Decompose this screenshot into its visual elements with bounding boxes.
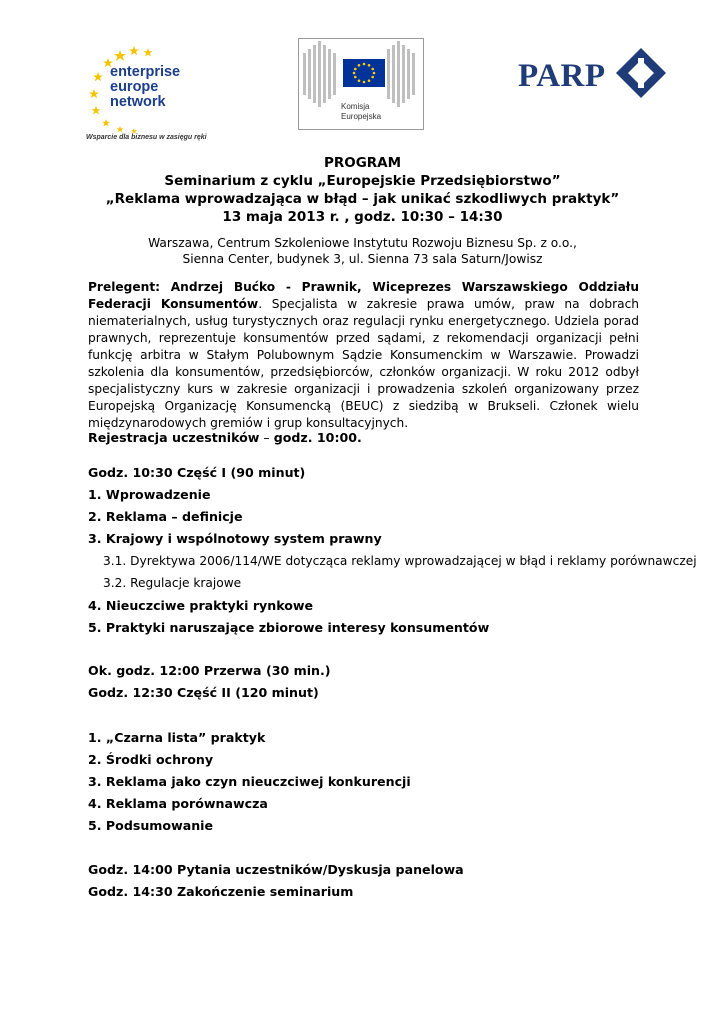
logo-bar xyxy=(0,0,725,150)
parp-arrows-icon xyxy=(614,46,668,102)
een-tagline: Wsparcie dla biznesu w zasięgu ręki xyxy=(86,134,207,141)
program-heading: PROGRAM xyxy=(323,155,402,171)
een-wordmark: enterprise europe network xyxy=(110,64,181,110)
part1-item: 2. Reklama – definicje xyxy=(88,509,243,524)
part1-item: 5. Praktyki naruszające zbiorowe interesy konsumentów xyxy=(88,620,490,635)
speaker-name: Prelegent: Andrzej Bućko - Prawnik, Wiceprezes Warszawskiego Oddziału Federacji Konsumentów xyxy=(88,280,639,311)
registration-sep: – xyxy=(259,430,274,445)
program-title-block xyxy=(0,154,725,226)
venue-line-2: Sienna Center, budynek 3, ul. Sienna 73 sala Saturn/Jowisz xyxy=(182,252,543,266)
seminar-topic: „Reklama wprowadzająca w błąd – jak unikać szkodliwych praktyk” xyxy=(105,191,620,207)
break-notice: Ok. godz. 12:00 Przerwa (30 min.) xyxy=(88,663,331,678)
venue-line-1: Warszawa, Centrum Szkoleniowe Instytutu Rozwoju Biznesu Sp. z o.o., xyxy=(148,236,577,250)
part1-item: 4. Nieuczciwe praktyki rynkowe xyxy=(88,598,314,613)
part1-subitem: 3.1. Dyrektywa 2006/114/WE dotycząca reklamy wprowadzającej w błąd i reklamy porównawczej xyxy=(103,554,697,568)
part2-item: 2. Środki ochrony xyxy=(88,752,214,767)
seminar-date: 13 maja 2013 r. , godz. 10:30 – 14:30 xyxy=(222,209,503,225)
parp-logo xyxy=(518,44,668,104)
european-commission-logo xyxy=(298,38,424,130)
enterprise-europe-network-logo xyxy=(86,44,207,149)
speaker-bio xyxy=(88,279,639,432)
qa-session: Godz. 14:00 Pytania uczestników/Dyskusja panelowa xyxy=(88,862,464,877)
speaker-description: . Specjalista w zakresie prawa umów, praw na dobrach niematerialnych, usług turystycznych oraz regulacji rynku energetycznego. Udziela porad prawnych, reprezentuje konsumentów przed sądami, z rekomendacji organizacji pełni funkcję arbitra w Stałym Polubownym Sądzie Konsumenckim w Warszawie. Prowadzi szkolenia dla konsumentów, przedsiębiorców, członków organizacji. W roku 2012 odbył specjalistyczny kurs w zakresie organizacji i prowadzenia szkoleń organizowany przez Europejską Organizację Konsumencką (BEUC) z siedzibą w Brukseli. Członek wielu międzynarodowych gremiów i grup konsultacyjnych. xyxy=(88,297,639,430)
part2-item: 5. Podsumowanie xyxy=(88,818,214,833)
part2-item: 3. Reklama jako czyn nieuczciwej konkurencji xyxy=(88,774,411,789)
part1-item: 3. Krajowy i wspólnotowy system prawny xyxy=(88,531,382,546)
seminar-series: Seminarium z cyklu „Europejskie Przedsiębiorstwo” xyxy=(164,173,561,189)
part2-heading: Godz. 12:30 Część II (120 minut) xyxy=(88,685,319,700)
registration xyxy=(88,430,362,445)
part1-heading: Godz. 10:30 Część I (90 minut) xyxy=(88,465,306,480)
registration-time: godz. 10:00. xyxy=(273,430,362,445)
registration-label: Rejestracja uczestników xyxy=(88,430,260,445)
parp-wordmark: PARP xyxy=(518,58,606,94)
part1-item: 1. Wprowadzenie xyxy=(88,487,211,502)
part2-item: 4. Reklama porównawcza xyxy=(88,796,268,811)
seminar-end: Godz. 14:30 Zakończenie seminarium xyxy=(88,884,354,899)
european-commission-wordmark: Komisja Europejska xyxy=(341,102,382,121)
part1-subitem: 3.2. Regulacje krajowe xyxy=(103,576,242,590)
part2-item: 1. „Czarna lista” praktyk xyxy=(88,730,266,745)
venue xyxy=(0,235,725,267)
